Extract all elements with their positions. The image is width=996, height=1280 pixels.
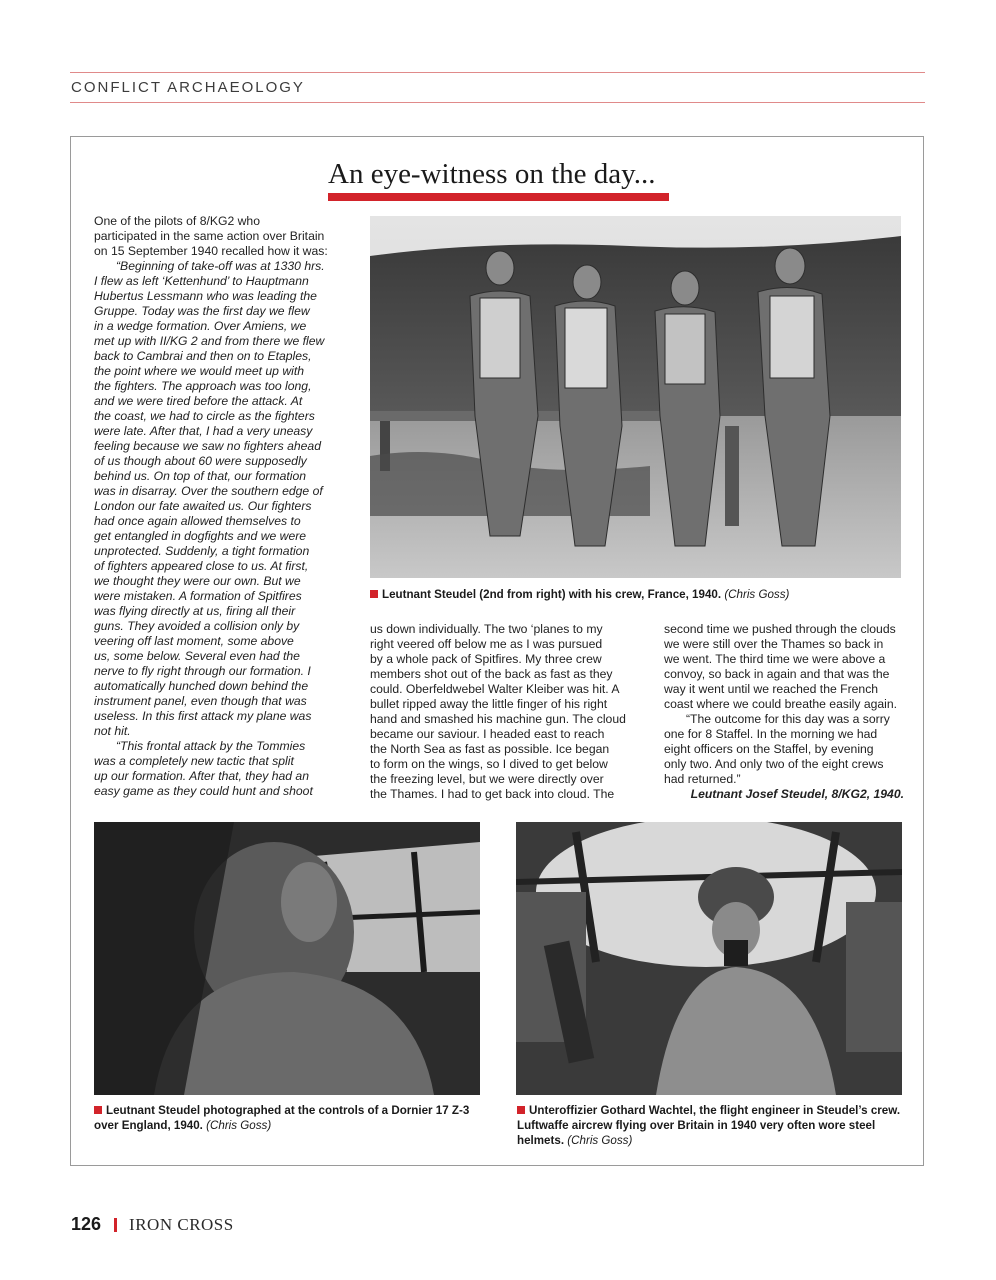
column-3-quote: “The outcome for this day was a sorry one for 8 Staffel. In the morning we had eight officers on the Staffel, by evening only two. And only two of the eight crews had returned.” [664,712,890,786]
page-number: 126 [71,1214,102,1234]
text-column-1 [94,214,342,799]
text-column-2 [370,622,632,802]
caption-marker [517,1106,525,1114]
text-column-3 [664,622,904,802]
header-top-rule [70,72,925,73]
caption-marker [370,590,378,598]
photo-credit: (Chris Goss) [724,588,790,601]
caption-text: Unteroffizier Gothard Wachtel, the flight engineer in Steudel’s crew. Luftwaffe aircrew flying over Britain in 1940 very often wore steel helmets. [517,1104,901,1147]
quote-attribution: Leutnant Josef Steudel, 8/KG2, 1940. [690,787,904,801]
caption-text: Leutnant Steudel photographed at the controls of a Dornier 17 Z-3 over England, 1940. [94,1104,470,1132]
caption-marker [94,1106,102,1114]
photo-credit: (Chris Goss) [567,1134,633,1147]
intro-paragraph: One of the pilots of 8/KG2 who participated in the same action over Britain on 15 September 1940 recalled how it was: [94,214,328,258]
cockpit-photo [94,822,480,1095]
cockpit-photo-image [94,822,480,1095]
engineer-photo-image [516,822,902,1095]
quote-paragraph-2: “This frontal attack by the Tommies was a completely new tactic that split up our formation. After that, they had an easy game as they could hunt and shoot [94,739,313,798]
crew-photo-caption [370,587,901,602]
crew-photo-image [370,216,901,578]
footer-divider [114,1218,117,1232]
header-bottom-rule [70,102,925,103]
caption-text: Leutnant Steudel (2nd from right) with his crew, France, 1940. [382,588,722,601]
column-3-paragraph: second time we pushed through the clouds we were still over the Thames so back in we went. The third time we were above a convoy, so back in again and that was the way it went until we reached the French coast where we could breathe easily again. [664,622,898,711]
headline-underline [328,193,669,201]
column-2-paragraph: us down individually. The two ‘planes to my right veered off below me as I was pursued by a whole pack of Spitfires. My three crew members shot out of the back as fast as they could. Oberfeldwebel Walter Kleiber was hit. A bullet ripped away the little finger of his right hand and smashed his machine gun. The cloud became our saviour. I headed east to reach the North Sea as fast as possible. Ice began to form on the wings, so I dived to get below the freezing level, but we were directly over the Thames. I had to get back into cloud. The [370,622,626,801]
crew-photo [370,216,901,578]
cockpit-photo-caption [94,1103,484,1133]
article-headline: An eye-witness on the day... [328,158,656,190]
photo-credit: (Chris Goss) [206,1119,272,1132]
page-footer [71,1214,234,1235]
engineer-photo [516,822,902,1095]
magazine-title: IRON CROSS [129,1214,234,1234]
quote-paragraph-1: “Beginning of take-off was at 1330 hrs. I flew as left ‘Kettenhund’ to Hauptmann Hubertus Lessmann who was leading the Gruppe. Today was the first day we flew in a wedge formation. Over Amiens, we met up with II/KG 2 and from there we flew back to Cambrai and then on to Etaples, the point where we would meet up with the fighters. The approach was too long, and we were tired before the attack. At the coast, we had to circle as the fighters were late. After that, I had a very uneasy feeling because we saw no fighters ahead of us though about 60 were supposedly behind us. On top of that, our formation was in disarray. Over the southern edge of London our fate awaited us. Our fighters had once again allowed themselves to get entangled in dogfights and we were unprotected. Suddenly, a tight formation of fighters appeared close to us. At first, we thought they were our own. But we were mistaken. A formation of Spitfires was flying directly at us, firing all their guns. They avoided a collision only by veering off last moment, some above us, some below. Several even had the nerve to fly right through our formation. I automatically hunched down behind the instrument panel, even though that was useless. In this first attack my plane was not hit. [94,259,325,738]
engineer-photo-caption [517,1103,902,1148]
section-label: CONFLICT ARCHAEOLOGY [71,79,305,96]
